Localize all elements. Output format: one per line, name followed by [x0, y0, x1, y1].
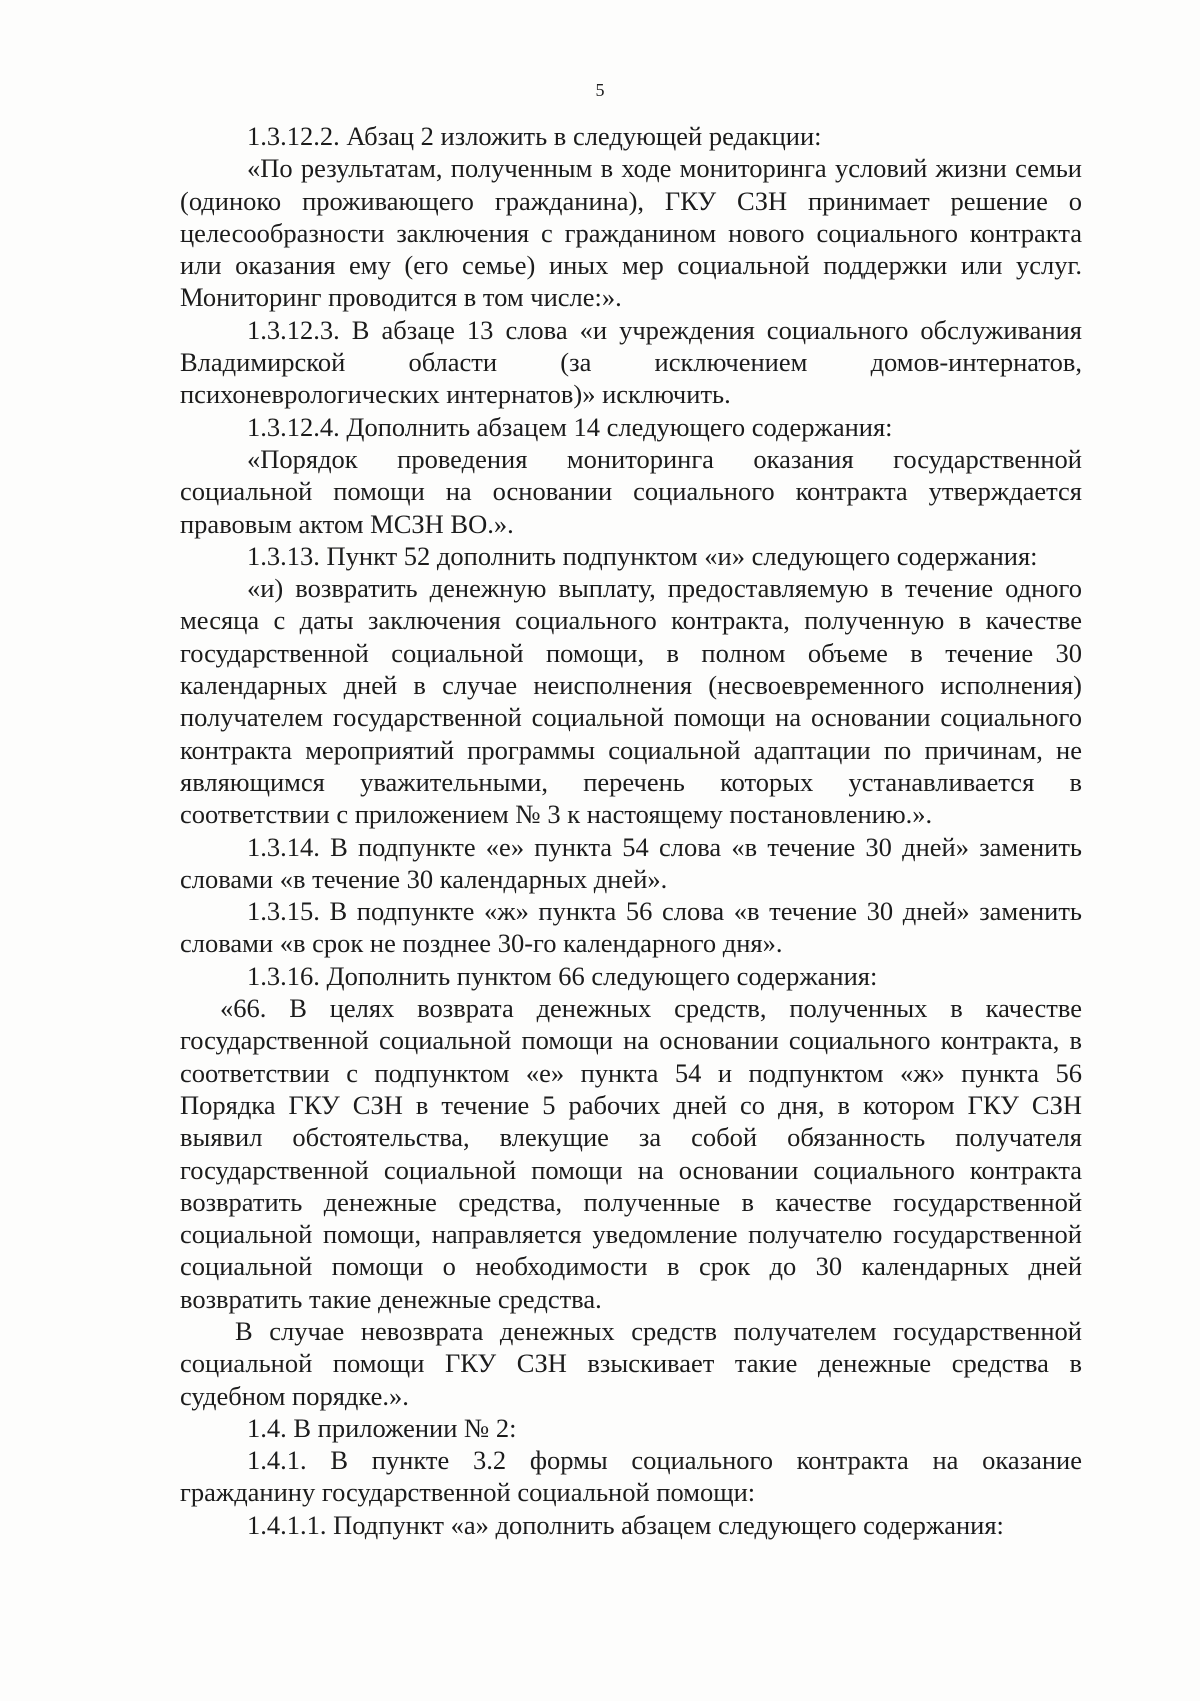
paragraph-1-4: 1.4. В приложении № 2:	[247, 1412, 517, 1443]
paragraph-1-3-12-2: 1.3.12.2. Абзац 2 изложить в следующей редакции:	[247, 121, 822, 151]
document-body	[180, 120, 1082, 1541]
paragraph-monitoring-order-quote: «Порядок проведения мониторинга оказания государственной социальной помощи на основании социального контракта утверждается правовым актом МСЗН ВО.».	[180, 443, 1082, 539]
paragraph-monitoring-quote: «По результатам, полученным в ходе мониторинга условий жизни семьи (одиноко проживающего гражданина), ГКУ СЗН принимает решение о целесообразности заключения с гражданином нового социального контракта или оказания ему (его семье) иных мер социальной поддержки или услуг. Мониторинг проводится в том числе:».	[180, 153, 1082, 313]
paragraph-1-3-14: 1.3.14. В подпункте «е» пункта 54 слова «в течение 30 дней» заменить словами «в течение 30 календарных дней».	[180, 831, 1082, 894]
paragraph-1-3-12-4: 1.3.12.4. Дополнить абзацем 14 следующего содержания:	[247, 411, 893, 442]
paragraph-1-3-13: 1.3.13. Пункт 52 дополнить подпунктом «и» следующего содержания:	[247, 540, 1038, 571]
paragraph-1-3-12-3: 1.3.12.3. В абзаце 13 слова «и учреждения социального обслуживания Владимирской области (за исключением домов-интернатов, психоневрологических интернатов)» исключить.	[180, 314, 1082, 410]
paragraph-1-4-1: 1.4.1. В пункте 3.2 формы социального контракта на оказание гражданину государственной социальной помощи:	[180, 1445, 1082, 1508]
paragraph-1-4-1-1: 1.4.1.1. Подпункт «а» дополнить абзацем следующего содержания:	[247, 1509, 1004, 1540]
paragraph-subpoint-i-quote: «и) возвратить денежную выплату, предоставляемую в течение одного месяца с даты заключения социального контракта, полученную в качестве государственной социальной помощи, в полном объеме в течение 30 календарных дней в случае неисполнения (несвоевременного исполнения) получателем государственной социальной помощи на основании социального контракта мероприятий программы социальной адаптации по причинам, не являющимся уважительными, перечень которых устанавливается в соответствии с приложением № 3 к настоящему постановлению.».	[180, 573, 1082, 830]
paragraph-point-66-quote: «66. В целях возврата денежных средств, полученных в качестве государственной социальной помощи на основании социального контракта, в соответствии с подпунктом «е» пункта 54 и подпунктом «ж» пункта 56 Порядка ГКУ СЗН в течение 5 рабочих дней со дня, в котором ГКУ СЗН выявил обстоятельства, влекущие за собой обязанность получателя государственной социальной помощи на основании социального контракта возвратить денежные средства, полученные в качестве государственной социальной помощи, направляется уведомление получателю государственной социальной помощи о необходимости в срок до 30 календарных дней возвратить такие денежные средства.	[180, 993, 1082, 1314]
paragraph-non-return: В случае невозврата денежных средств получателем государственной социальной помощи ГКУ СЗН взыскивает такие денежные средства в судебном порядке.».	[180, 1315, 1082, 1411]
page-number: 5	[595, 80, 605, 100]
paragraph-1-3-15: 1.3.15. В подпункте «ж» пункта 56 слова «в течение 30 дней» заменить словами «в срок не позднее 30-го календарного дня».	[180, 896, 1082, 959]
paragraph-1-3-16: 1.3.16. Дополнить пунктом 66 следующего содержания:	[247, 960, 878, 991]
